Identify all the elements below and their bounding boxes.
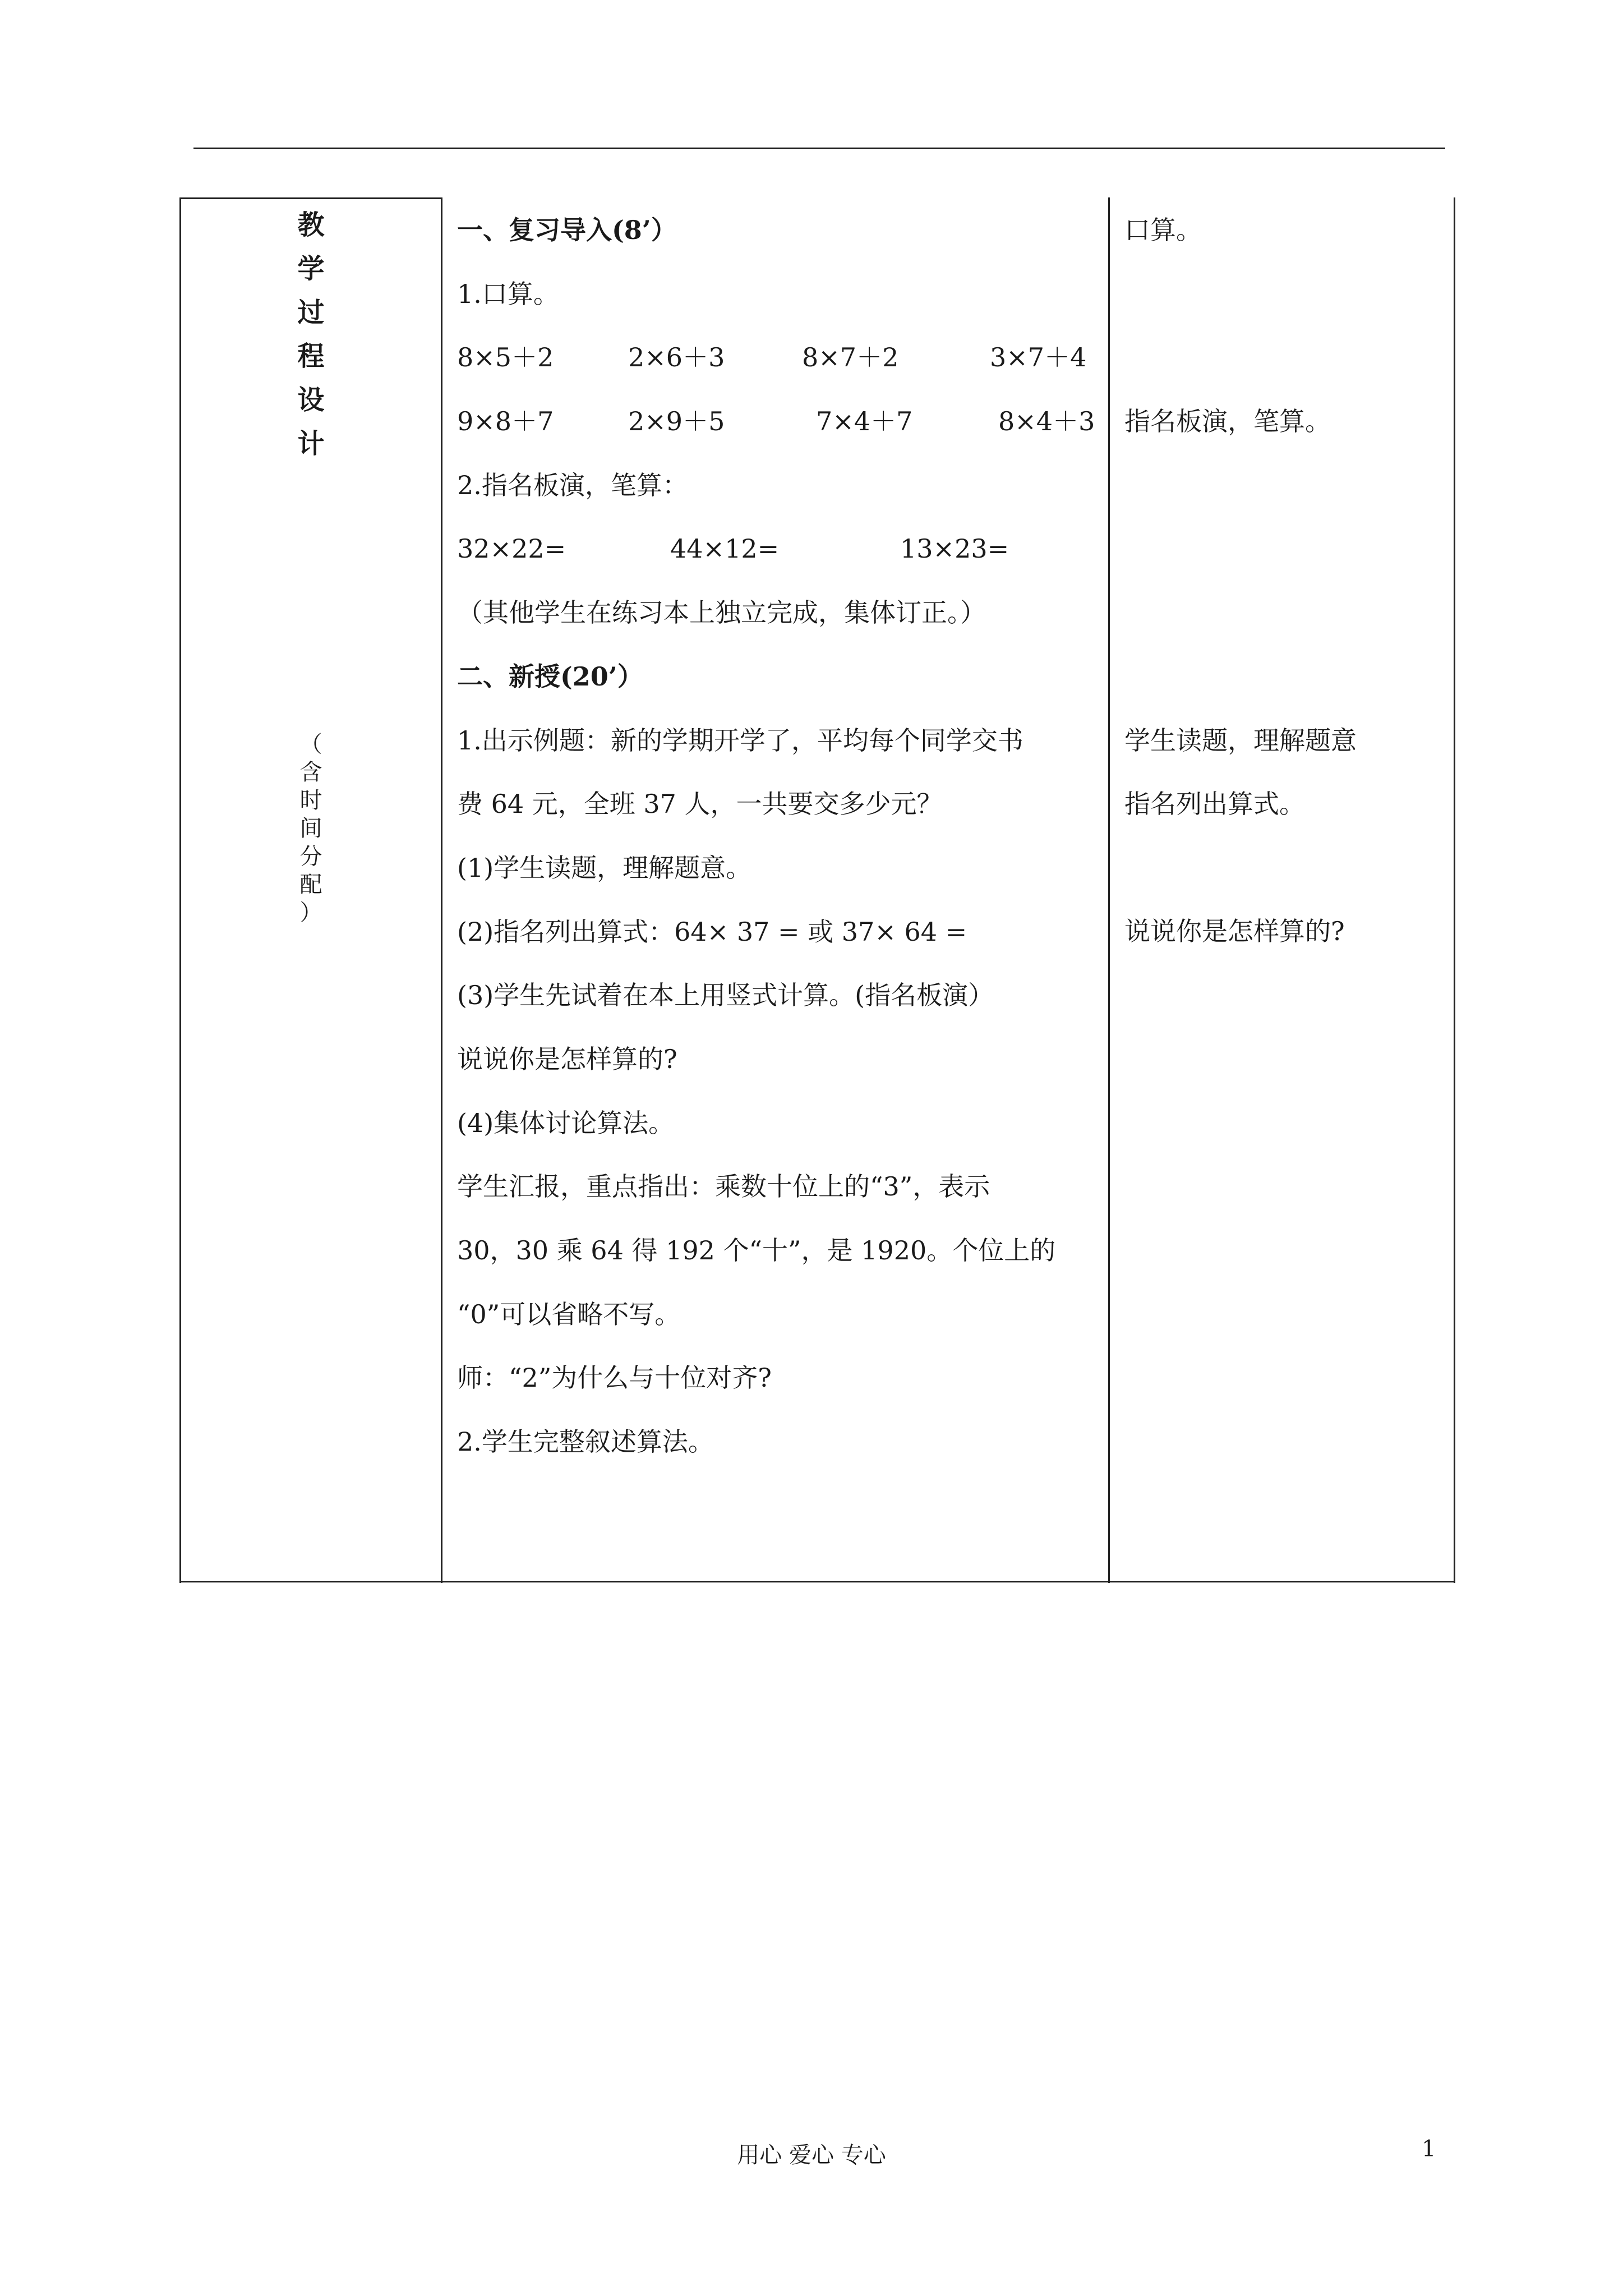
item-oral-calc: 1.口算。	[457, 278, 559, 309]
note-paren-close: ）	[299, 900, 322, 926]
note-explain: 说说你是怎样算的?	[1124, 916, 1345, 946]
section-title-new: 二、新授(20’）	[457, 661, 643, 692]
page-number: 1	[1422, 2136, 1436, 2162]
label-char: 过	[297, 297, 325, 328]
step-1: (1)学生读题，理解题意。	[457, 852, 752, 883]
calc-expr: 8×7＋2	[802, 342, 899, 373]
calc-expr: 9×8＋7	[457, 406, 554, 437]
note-oral: 口算。	[1124, 215, 1202, 245]
table-border-right	[1454, 197, 1455, 1583]
note-board: 指名板演，笔算。	[1124, 406, 1331, 436]
table-border-top	[179, 197, 442, 199]
label-char: 教	[297, 209, 325, 241]
note-char: 间	[299, 816, 322, 841]
step-2: (2)指名列出算式：64× 37 = 或 37× 64 =	[457, 916, 967, 947]
item-board-calc: 2.指名板演，笔算：	[457, 470, 688, 500]
example-line-1: 1.出示例题：新的学期开学了，平均每个同学交书	[457, 725, 1023, 756]
calc-expr: 8×5＋2	[457, 342, 554, 373]
section-label	[181, 203, 441, 466]
note-char: 时	[299, 788, 322, 813]
table-border-col2	[1108, 197, 1110, 1583]
table-border-col1	[441, 197, 442, 1583]
report-line-1: 学生汇报，重点指出：乘数十位上的“3”，表示	[457, 1171, 990, 1202]
step-4: (4)集体讨论算法。	[457, 1107, 675, 1138]
content-column	[457, 214, 1102, 1490]
calc-expr: 2×9＋5	[628, 406, 725, 437]
label-char: 设	[297, 384, 325, 416]
header-rule	[193, 148, 1445, 149]
section-title-review: 一、复习导入(8’）	[457, 215, 677, 245]
note-char: 含	[299, 760, 322, 785]
footer-motto: 用心 爱心 专心	[737, 2142, 886, 2168]
item-restate: 2.学生完整叙述算法。	[457, 1427, 714, 1457]
step-3-question: 说说你是怎样算的?	[457, 1043, 677, 1074]
calc-row-2	[457, 406, 1102, 470]
label-char: 学	[297, 253, 325, 284]
calc-expr: 7×4＋7	[816, 406, 913, 437]
note-formula: 指名列出算式。	[1124, 789, 1305, 819]
label-char: 计	[297, 428, 325, 459]
teacher-question: 师：“2”为什么与十位对齐?	[457, 1363, 772, 1393]
example-line-2: 费 64 元，全班 37 人，一共要交多少元？	[457, 789, 943, 820]
note-char: 配	[299, 872, 322, 898]
calc-expr: 3×7＋4	[990, 342, 1087, 373]
calc-expr: 2×6＋3	[628, 342, 725, 373]
note-paren-open: （	[299, 731, 322, 757]
calc-expr: 8×4＋3	[998, 406, 1095, 437]
board-row	[457, 533, 1102, 597]
report-line-2: 30，30 乘 64 得 192 个“十”，是 1920。个位上的	[457, 1235, 1056, 1266]
label-char: 程	[297, 341, 325, 372]
calc-row-1	[457, 342, 1102, 406]
time-allocation-note	[181, 730, 441, 927]
step-3: (3)学生先试着在本上用竖式计算。(指名板演）	[457, 980, 994, 1011]
board-expr: 44×12=	[670, 533, 780, 564]
table-border-bottom	[179, 1581, 1455, 1582]
note-char: 分	[299, 844, 322, 869]
board-expr: 13×23=	[900, 533, 1009, 564]
note-read: 学生读题，理解题意	[1124, 725, 1357, 756]
review-note: （其他学生在练习本上独立完成，集体订正。）	[457, 597, 986, 628]
board-expr: 32×22=	[457, 533, 566, 564]
report-line-3: “0”可以省略不写。	[457, 1299, 681, 1329]
